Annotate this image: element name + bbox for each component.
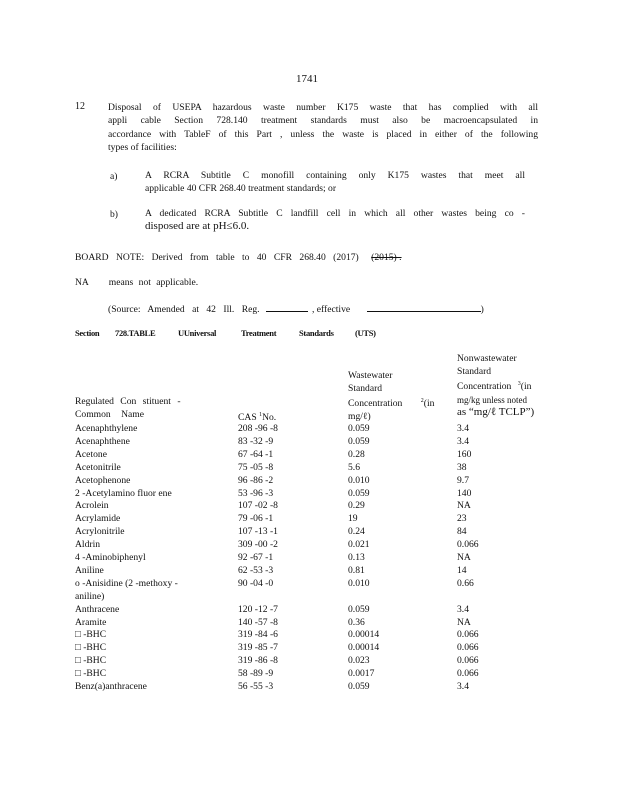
cell-nonwastewater: 84 (457, 526, 467, 538)
cell-name: 2 -Acetylamino fluor ene (75, 487, 172, 499)
cell-name: Acenaphthylene (75, 423, 138, 434)
header-name-line: Common Name (75, 408, 145, 420)
cell-nonwastewater: 3.4 (457, 423, 469, 434)
cell-nonwastewater: 0.66 (457, 577, 474, 589)
cell-name: Acrylamide (75, 513, 121, 525)
cell-wastewater: 0.81 (348, 564, 365, 576)
cell-name: o -Anisidine (2 -methoxy - (75, 577, 178, 589)
note-line: Disposal of USEPA hazardous waste number K175 waste that has complied with all (108, 102, 538, 113)
cell-name: Acetophenone (75, 474, 131, 486)
cell-nonwastewater: 3.4 (457, 681, 469, 692)
item-b-text (145, 207, 525, 234)
header-nonwastewater (457, 353, 534, 419)
cell-cas: 79 -06 -1 (238, 513, 274, 525)
cell-cas: 75 -05 -8 (238, 461, 274, 473)
cell-wastewater: 0.28 (348, 448, 365, 460)
header-cas-text: CAS (238, 412, 257, 423)
cell-nonwastewater: 0.066 (457, 629, 479, 641)
header-ww-line: Standard (348, 382, 383, 394)
cell-name: □ -BHC (75, 642, 107, 654)
source-blank-reg (266, 302, 308, 312)
cell-name: □ -BHC (75, 629, 107, 641)
cell-cas: 62 -53 -3 (238, 564, 274, 576)
source-line (108, 302, 484, 316)
cell-wastewater: 0.059 (348, 487, 370, 499)
cell-wastewater: 0.00014 (348, 642, 380, 654)
cell-name: Benz(a)anthracene (75, 681, 147, 692)
header-ww-line: mg/ℓ) (348, 410, 371, 422)
cell-cas: 140 -57 -8 (238, 616, 278, 628)
cell-wastewater: 0.059 (348, 435, 370, 447)
item-b-label: b) (110, 209, 118, 220)
cell-name: Acetonitrile (75, 461, 121, 473)
item-a-line: applicable 40 CFR 268.40 treatment standards; or (145, 183, 337, 195)
cell-wastewater: 0.059 (348, 423, 370, 434)
cell-nonwastewater: 140 (457, 487, 472, 499)
cell-nonwastewater: 14 (457, 564, 467, 576)
item-b-line: A dedicated RCRA Subtitle C landfill cell in which all other wastes being co - (145, 208, 525, 219)
cell-cas: 96 -86 -2 (238, 474, 274, 486)
cell-name: 4 -Aminobiphenyl (75, 552, 146, 563)
cell-name: Acrylonitrile (75, 526, 125, 538)
na-note (75, 276, 198, 289)
header-nww-conc: Concentration (457, 381, 512, 393)
source-suffix: ) (480, 304, 484, 315)
cell-nonwastewater: 0.066 (457, 655, 479, 667)
cell-cas: 107 -02 -8 (238, 500, 278, 512)
header-ww-tail: (in (423, 398, 435, 410)
header-name-line: Regulated Con stituent - (75, 396, 181, 407)
header-nww-tail: (in (520, 381, 532, 393)
note-line: appli cable Section 728.140 treatment standards must also be macroencapsulated in (108, 115, 538, 127)
cell-nonwastewater: 3.4 (457, 435, 469, 447)
cell-cas: 67 -64 -1 (238, 448, 274, 460)
header-cas-sup: 1 (259, 412, 263, 418)
title-part: Treatment (241, 328, 277, 338)
cell-wastewater: 0.010 (348, 474, 370, 486)
cell-wastewater: 5.6 (348, 461, 360, 473)
source-prefix: (Source: Amended at 42 Ill. Reg. (108, 304, 260, 315)
cell-cas: 319 -85 -7 (238, 642, 278, 654)
cell-nonwastewater: 160 (457, 448, 472, 460)
cell-wastewater: 0.36 (348, 616, 365, 628)
cell-cas: 83 -32 -9 (238, 435, 274, 447)
header-ww-line: Wastewater (348, 370, 393, 381)
cell-wastewater: 0.0017 (348, 668, 375, 680)
board-note (75, 251, 402, 264)
cell-wastewater: 0.023 (348, 655, 370, 667)
cell-wastewater: 0.059 (348, 681, 370, 692)
cell-nonwastewater: 0.066 (457, 539, 479, 551)
cell-name-cont: aniline) (75, 590, 105, 602)
cell-nonwastewater: NA (457, 552, 471, 563)
source-mid: , effective (311, 304, 351, 315)
cell-cas: 53 -96 -3 (238, 487, 274, 499)
header-ww-line (348, 395, 434, 411)
header-cas-suffix: No. (262, 412, 277, 423)
cell-nonwastewater: 23 (457, 513, 467, 525)
cell-wastewater: 0.059 (348, 603, 370, 615)
item-a-label: a) (110, 171, 118, 182)
title-part: UUniversal (178, 328, 217, 338)
header-nww-sup: 3 (517, 381, 521, 388)
cell-cas: 58 -89 -9 (238, 668, 274, 680)
header-ww-sup: 2 (420, 398, 424, 405)
cell-cas: 107 -13 -1 (238, 526, 278, 538)
item-a-text (145, 169, 525, 196)
cell-name: Acenaphthene (75, 435, 130, 447)
cell-cas: 309 -00 -2 (238, 539, 278, 551)
header-wastewater (348, 370, 434, 423)
cell-nonwastewater: 38 (457, 461, 467, 473)
na-abbr: NA (75, 277, 89, 288)
cell-nonwastewater: 0.066 (457, 668, 479, 680)
cell-nonwastewater: NA (457, 616, 471, 628)
note-paragraph (108, 101, 538, 155)
header-ww-conc: Concentration (348, 398, 403, 410)
item-b-line: disposed are at pH≤6.0. (145, 220, 250, 233)
cell-name: □ -BHC (75, 668, 107, 680)
header-nww-line (457, 378, 534, 394)
item-a-line: A RCRA Subtitle C monofill containing only K175 wastes that meet all (145, 170, 525, 181)
note-number: 12 (75, 101, 85, 112)
cell-cas: 90 -04 -0 (238, 577, 274, 589)
note-line: types of facilities: (108, 142, 177, 154)
cell-nonwastewater: 0.066 (457, 642, 479, 654)
header-name (75, 396, 181, 421)
cell-cas: 120 -12 -7 (238, 603, 278, 615)
cell-nonwastewater: NA (457, 500, 471, 512)
table-label: 728.TABLE (115, 328, 156, 338)
na-text: means not applicable. (108, 277, 199, 288)
header-nww-line: Standard (457, 365, 492, 377)
cell-cas: 319 -84 -6 (238, 629, 278, 641)
cell-cas: 208 -96 -8 (238, 423, 278, 434)
board-note-struck: (2015) . (371, 252, 402, 263)
cell-name: Aldrin (75, 539, 101, 551)
header-nww-line: Nonwastewater (457, 353, 517, 364)
cell-wastewater: 0.021 (348, 539, 370, 551)
cell-wastewater: 0.24 (348, 526, 365, 538)
cell-wastewater: 19 (348, 513, 358, 525)
note-line: accordance with TableF of this Part , unless the waste is placed in either of the following (108, 128, 538, 140)
cell-cas: 92 -67 -1 (238, 552, 274, 563)
cell-cas: 56 -55 -3 (238, 681, 274, 692)
cell-name: Aramite (75, 616, 107, 628)
cell-cas: 319 -86 -8 (238, 655, 278, 667)
title-part: Standards (299, 328, 334, 338)
cell-nonwastewater: 9.7 (457, 474, 469, 486)
board-note-text: BOARD NOTE: Derived from table to 40 CFR 268.40 (2017) (75, 252, 359, 263)
title-part: (UTS) (355, 328, 376, 338)
cell-wastewater: 0.00014 (348, 629, 380, 641)
header-nww-line: as “mg/ℓ TCLP”) (457, 406, 535, 419)
cell-name: Acrolein (75, 500, 109, 512)
cell-name: □ -BHC (75, 655, 107, 667)
cell-wastewater: 0.010 (348, 577, 370, 589)
header-nww-line: mg/kg unless noted (457, 394, 527, 405)
cell-wastewater: 0.13 (348, 552, 365, 563)
source-blank-effective (367, 302, 481, 312)
cell-nonwastewater: 3.4 (457, 603, 469, 615)
cell-name: Acetone (75, 448, 107, 460)
page-number: 1741 (296, 73, 318, 85)
cell-name: Aniline (75, 564, 104, 576)
cell-name: Anthracene (75, 603, 120, 615)
section-label: Section (75, 328, 100, 338)
cell-wastewater: 0.29 (348, 500, 365, 512)
